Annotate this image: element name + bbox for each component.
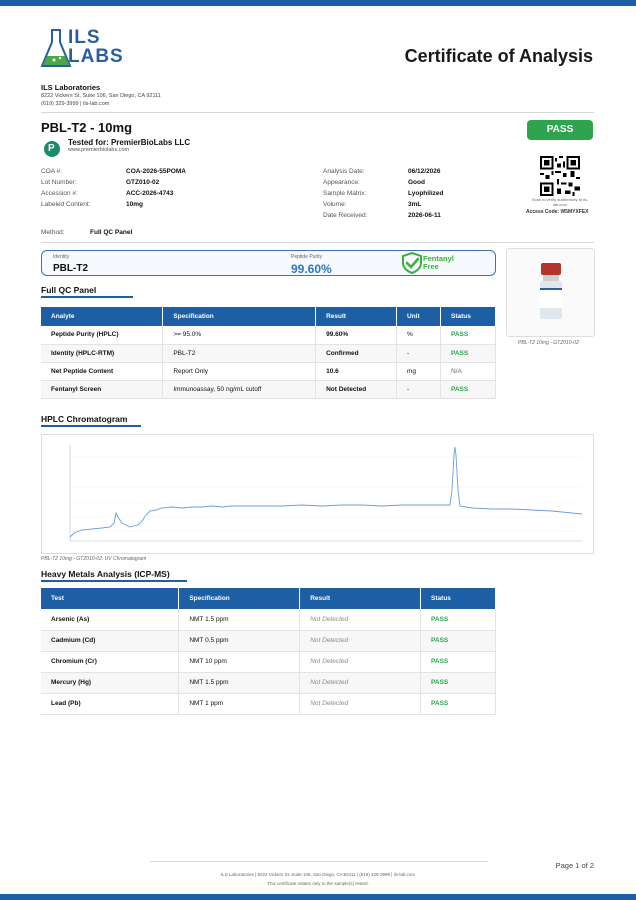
date-received-value: 2026-06-11 [408, 212, 441, 219]
header-cell: Test [41, 588, 179, 609]
access-code: Access Code: W5MYXFEX [526, 209, 589, 215]
lot-label: Lot Number: [41, 179, 77, 186]
analyte-cell: Fentanyl Screen [41, 380, 163, 398]
method-value: Full QC Panel [90, 229, 133, 236]
status-cell: PASS [421, 651, 496, 672]
logo-wordmark: ILS LABS [68, 27, 124, 67]
header-cell: Result [316, 307, 397, 326]
analyte-cell: Identity (HPLC-RTM) [41, 344, 163, 362]
volume-value: 3mL [408, 201, 422, 208]
purity-value: 99.60% [291, 262, 332, 276]
section-underline [41, 580, 187, 582]
header-cell: Specification [179, 588, 300, 609]
sample-matrix-value: Lyophilized [408, 190, 444, 197]
analyte-cell: Net Peptide Content [41, 362, 163, 380]
details-left [41, 168, 241, 218]
table-row [41, 362, 496, 380]
identity-value: PBL-T2 [53, 263, 88, 274]
header-cell: Status [421, 588, 496, 609]
chromatogram-caption: PBL-T2 10mg - GTZ010-02: UV Chromatogram [41, 556, 147, 562]
vial-label [540, 288, 562, 308]
result-cell: 10.6 [316, 362, 397, 380]
date-received-label: Date Received: [323, 212, 368, 219]
purity-label: Peptide Purity [291, 254, 323, 260]
accession-value: ACC-2026-4743 [126, 190, 174, 197]
result-cell: Not Detected [300, 630, 421, 651]
status-cell: N/A [440, 362, 495, 380]
accession-label: Accession #: [41, 190, 78, 197]
shield-check-icon [400, 251, 424, 275]
table-row [41, 344, 496, 362]
client-logo-icon [44, 141, 60, 157]
top-accent-bar [0, 0, 636, 6]
spec-cell: NMT 1.5 ppm [179, 672, 300, 693]
unit-cell: % [397, 326, 441, 344]
spec-cell: NMT 1.5 ppm [179, 609, 300, 630]
analyte-cell: Peptide Purity (HPLC) [41, 326, 163, 344]
spec-cell: Immunoassay, 50 ng/mL cutoff [163, 380, 316, 398]
chromatogram-title: HPLC Chromatogram [41, 414, 128, 424]
chromatogram-frame [41, 434, 594, 554]
bottom-accent-bar [0, 894, 636, 900]
fentanyl-free-badge [423, 255, 454, 271]
test-cell: Arsenic (As) [41, 609, 179, 630]
vial-caption: PBL-T2 10mg - GTZ010-02 [518, 340, 579, 346]
divider [41, 112, 594, 113]
table-row [41, 651, 496, 672]
test-cell: Lead (Pb) [41, 693, 179, 714]
spec-cell: NMT 1 ppm [179, 693, 300, 714]
lab-address: 8222 Vickers St, Suite 106, San Diego, CA 92111 [41, 93, 161, 99]
spec-cell: NMT 0.5 ppm [179, 630, 300, 651]
spec-cell: NMT 10 ppm [179, 651, 300, 672]
qc-panel-table [41, 307, 496, 399]
qr-code-icon[interactable] [540, 156, 580, 196]
fentanyl-line2: Free [423, 262, 439, 271]
appearance-label: Appearance: [323, 179, 360, 186]
grid [70, 457, 582, 531]
results-summary [41, 250, 496, 276]
document-title: Certificate of Analysis [404, 46, 593, 66]
result-cell: Confirmed [316, 344, 397, 362]
spec-cell: PBL-T2 [163, 344, 316, 362]
fentanyl-line1: Fentanyl [423, 254, 454, 263]
overall-pass-badge: PASS [527, 120, 593, 140]
volume-label: Volume: [323, 201, 347, 208]
status-cell: PASS [421, 609, 496, 630]
status-cell: PASS [421, 672, 496, 693]
table-header-row [41, 307, 496, 326]
test-cell: Mercury (Hg) [41, 672, 179, 693]
qc-panel-title: Full QC Panel [41, 285, 97, 295]
identity-label: Identity [53, 254, 70, 260]
header-cell: Result [300, 588, 421, 609]
chromatogram-plot [42, 435, 593, 553]
vial-cap [541, 263, 561, 275]
lab-contact: (619) 329-3999 | ils-lab.com [41, 101, 110, 107]
method-label: Method: [41, 229, 65, 236]
table-row [41, 609, 496, 630]
status-cell: PASS [440, 344, 495, 362]
unit-cell: mg [397, 362, 441, 380]
heavy-metals-table [41, 588, 496, 715]
section-underline [41, 425, 141, 427]
table-row [41, 693, 496, 714]
client-url[interactable]: www.premierbiolabs.com [68, 147, 130, 153]
lot-value: GTZ010-02 [126, 179, 160, 186]
status-cell: PASS [421, 630, 496, 651]
unit-cell: - [397, 380, 441, 398]
section-underline [41, 296, 133, 298]
page-number: Page 1 of 2 [555, 861, 594, 870]
result-cell: 99.60% [316, 326, 397, 344]
test-cell: Cadmium (Cd) [41, 630, 179, 651]
result-cell: Not Detected [300, 693, 421, 714]
table-row [41, 630, 496, 651]
labeled-content-label: Labeled Content: [41, 201, 91, 208]
table-header-row [41, 588, 496, 609]
coa-value: COA-2026-55POMA [126, 168, 186, 175]
product-name: PBL-T2 - 10mg [41, 120, 133, 135]
footer-divider [150, 861, 488, 862]
header-cell: Unit [397, 307, 441, 326]
result-cell: Not Detected [300, 672, 421, 693]
footer-address: ILS Laboratories | 8222 Vickers St, Suite 106, San Diego, CA 92111 | (619) 329-3999 | ils-lab.com [220, 872, 416, 877]
status-cell: PASS [421, 693, 496, 714]
sample-matrix-label: Sample Matrix: [323, 190, 367, 197]
result-cell: Not Detected [316, 380, 397, 398]
test-cell: Chromium (Cr) [41, 651, 179, 672]
status-cell: PASS [440, 380, 495, 398]
header-cell: Analyte [41, 307, 163, 326]
details-right [323, 168, 503, 224]
result-cell: Not Detected [300, 651, 421, 672]
tested-for: Tested for: PremierBioLabs LLC [68, 138, 191, 147]
coa-label: COA #: [41, 168, 62, 175]
header-cell: Status [440, 307, 495, 326]
appearance-value: Good [408, 179, 425, 186]
header-cell: Specification [163, 307, 316, 326]
footer-disclaimer: This certificate relates only to the sample(s) tested. [267, 881, 369, 886]
labeled-content-value: 10mg [126, 201, 143, 208]
table-row [41, 672, 496, 693]
status-cell: PASS [440, 326, 495, 344]
heavy-metals-title: Heavy Metals Analysis (ICP-MS) [41, 569, 170, 579]
analysis-date-label: Analysis Date: [323, 168, 365, 175]
uv-trace [70, 447, 582, 537]
unit-cell: - [397, 344, 441, 362]
lab-name: ILS Laboratories [41, 83, 101, 92]
table-row [41, 380, 496, 398]
spec-cell: Report Only [163, 362, 316, 380]
table-row [41, 326, 496, 344]
result-cell: Not Detected [300, 609, 421, 630]
spec-cell: >= 95.0% [163, 326, 316, 344]
qr-verify-note: Scan to verify authenticity at ils-lab.com [531, 197, 589, 207]
divider [41, 242, 594, 243]
analysis-date-value: 06/12/2026 [408, 168, 441, 175]
